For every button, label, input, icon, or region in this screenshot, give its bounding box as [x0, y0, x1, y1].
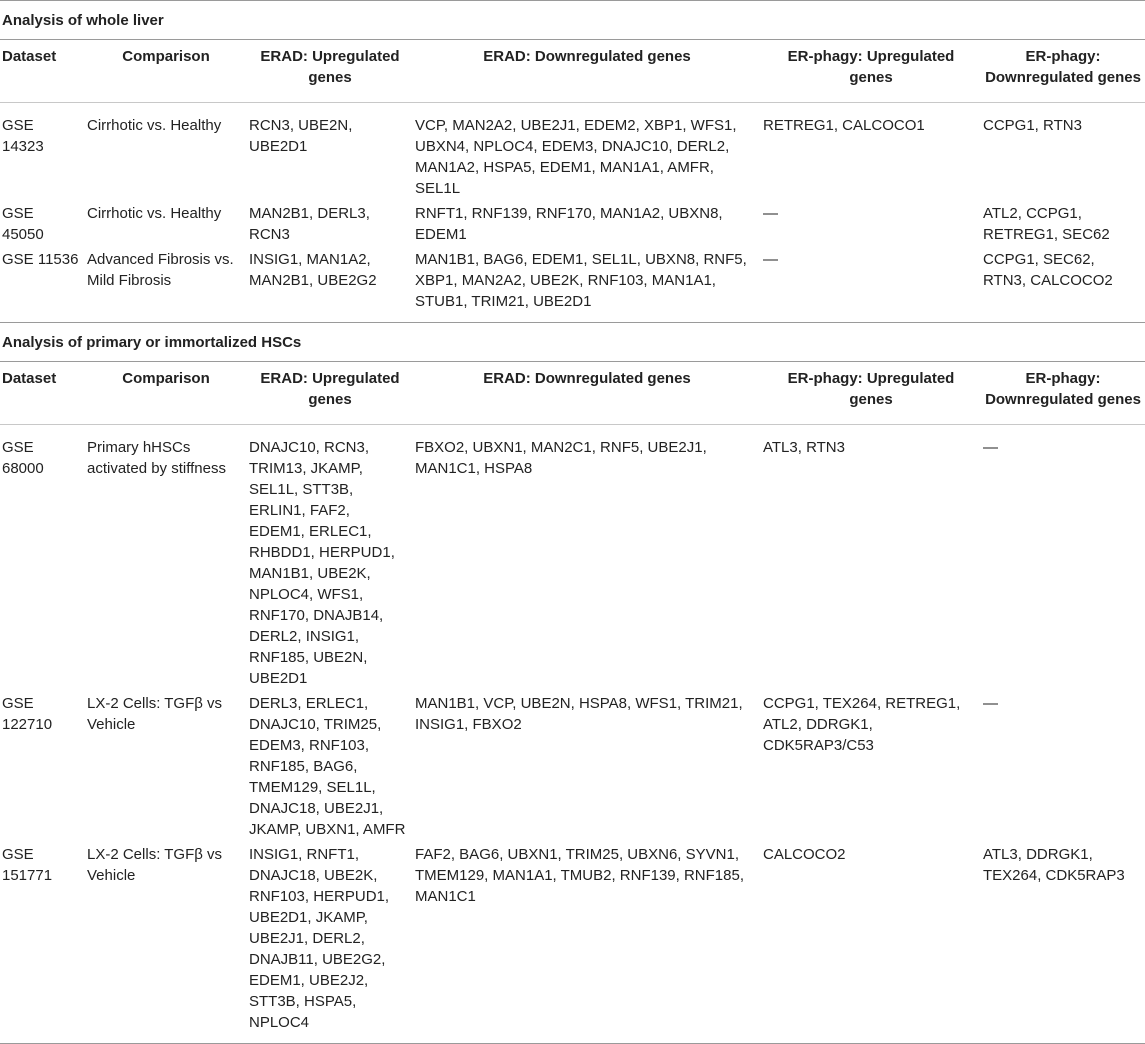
- cell-erad-down: VCP, MAN2A2, UBE2J1, EDEM2, XBP1, WFS1, UBXN4, NPLOC4, EDEM3, DNAJC10, DERL2, MAN1A2, HSPA5, EDEM1, MAN1A1, AMFR, SEL1L: [415, 117, 737, 197]
- header-erphagy-down: ER-phagy: Downregulated genes: [981, 40, 1145, 103]
- cell-erad-up: DNAJC10, RCN3, TRIM13, JKAMP, SEL1L, STT3B, ERLIN1, FAF2, EDEM1, ERLEC1, RHBDD1, HERPUD1, MAN1B1, UBE2K, NPLOC4, WFS1, RNF170, DNAJB14, DERL2, INSIG1, RNF185, UBE2N, UBE2D1: [249, 439, 395, 687]
- hsc-table: [0, 362, 1145, 1044]
- table-row: [0, 840, 1145, 1044]
- table-row: [0, 689, 1145, 840]
- cell-dataset: GSE 45050: [2, 205, 44, 243]
- whole-liver-table: [0, 40, 1145, 323]
- cell-comparison: LX-2 Cells: TGFβ vs Vehicle: [85, 840, 247, 1044]
- cell-erphagy-up: —: [761, 245, 981, 323]
- cell-erphagy-down: —: [983, 439, 998, 456]
- cell-erphagy-down: CCPG1, SEC62, RTN3, CALCOCO2: [981, 245, 1145, 323]
- cell-erad-up: INSIG1, MAN1A2, MAN2B1, UBE2G2: [247, 245, 413, 323]
- cell-erphagy-down: —: [983, 695, 998, 712]
- cell-erphagy-up: CCPG1, TEX264, RETREG1, ATL2, DDRGK1, CDK5RAP3/C53: [763, 695, 961, 754]
- cell-erad-down: FAF2, BAG6, UBXN1, TRIM25, UBXN6, SYVN1, TMEM129, MAN1A1, TMUB2, RNF139, RNF185, MAN1C1: [413, 840, 761, 1044]
- cell-dataset: GSE 151771: [0, 840, 85, 1044]
- header-comparison: Comparison: [85, 40, 247, 103]
- cell-erphagy-up: CALCOCO2: [761, 840, 981, 1044]
- cell-comparison: LX-2 Cells: TGFβ vs Vehicle: [87, 695, 223, 733]
- table-row: [0, 199, 1145, 245]
- cell-dataset: GSE 11536: [0, 245, 85, 323]
- header-row: [0, 362, 1145, 425]
- header-erphagy-down: ER-phagy: Downregulated genes: [981, 362, 1145, 425]
- cell-dataset: GSE 14323: [2, 117, 44, 155]
- cell-comparison: Cirrhotic vs. Healthy: [87, 117, 222, 134]
- header-dataset: Dataset: [0, 362, 85, 425]
- cell-dataset: GSE 68000: [2, 439, 44, 477]
- table-row: [0, 245, 1145, 323]
- table-row: [0, 103, 1145, 200]
- cell-erad-down: MAN1B1, VCP, UBE2N, HSPA8, WFS1, TRIM21, INSIG1, FBXO2: [415, 695, 743, 733]
- cell-erphagy-down: ATL3, DDRGK1, TEX264, CDK5RAP3: [981, 840, 1145, 1044]
- cell-erphagy-up: ATL3, RTN3: [763, 439, 845, 456]
- cell-erad-up: MAN2B1, DERL3, RCN3: [249, 205, 370, 243]
- section-title-whole-liver: Analysis of whole liver: [0, 0, 1145, 40]
- cell-erad-down: FBXO2, UBXN1, MAN2C1, RNF5, UBE2J1, MAN1C1, HSPA8: [415, 439, 707, 477]
- table-row: [0, 425, 1145, 690]
- cell-comparison: Advanced Fibrosis vs. Mild Fibrosis: [85, 245, 247, 323]
- cell-erphagy-down: ATL2, CCPG1, RETREG1, SEC62: [983, 205, 1110, 243]
- header-erad-up: ERAD: Upregulated genes: [247, 40, 413, 103]
- header-erad-up: ERAD: Upregulated genes: [247, 362, 413, 425]
- header-erad-down: ERAD: Downregulated genes: [413, 362, 761, 425]
- cell-erphagy-up: RETREG1, CALCOCO1: [763, 117, 925, 134]
- cell-erad-down: RNFT1, RNF139, RNF170, MAN1A2, UBXN8, EDEM1: [415, 205, 723, 243]
- cell-erad-up: DERL3, ERLEC1, DNAJC10, TRIM25, EDEM3, RNF103, RNF185, BAG6, TMEM129, SEL1L, DNAJC18, UBE2J1, JKAMP, UBXN1, AMFR: [249, 695, 406, 838]
- header-erphagy-up: ER-phagy: Upregulated genes: [761, 362, 981, 425]
- cell-dataset: GSE 122710: [2, 695, 53, 733]
- cell-erad-up: RCN3, UBE2N, UBE2D1: [249, 117, 353, 155]
- cell-erphagy-down: CCPG1, RTN3: [983, 117, 1082, 134]
- cell-erad-down: MAN1B1, BAG6, EDEM1, SEL1L, UBXN8, RNF5, XBP1, MAN2A2, UBE2K, RNF103, MAN1A1, STUB1, TRIM21, UBE2D1: [413, 245, 761, 323]
- header-erad-down: ERAD: Downregulated genes: [413, 40, 761, 103]
- cell-comparison: Primary hHSCs activated by stiffness: [87, 439, 226, 477]
- section-title-hscs: Analysis of primary or immortalized HSCs: [0, 323, 1145, 362]
- header-erphagy-up: ER-phagy: Upregulated genes: [761, 40, 981, 103]
- header-row: [0, 40, 1145, 103]
- cell-erad-up: INSIG1, RNFT1, DNAJC18, UBE2K, RNF103, HERPUD1, UBE2D1, JKAMP, UBE2J1, DERL2, DNAJB11, UBE2G2, EDEM1, UBE2J2, STT3B, HSPA5, NPLOC4: [247, 840, 413, 1044]
- cell-erphagy-up: —: [763, 205, 778, 222]
- header-dataset: Dataset: [0, 40, 85, 103]
- cell-comparison: Cirrhotic vs. Healthy: [87, 205, 222, 222]
- header-comparison: Comparison: [85, 362, 247, 425]
